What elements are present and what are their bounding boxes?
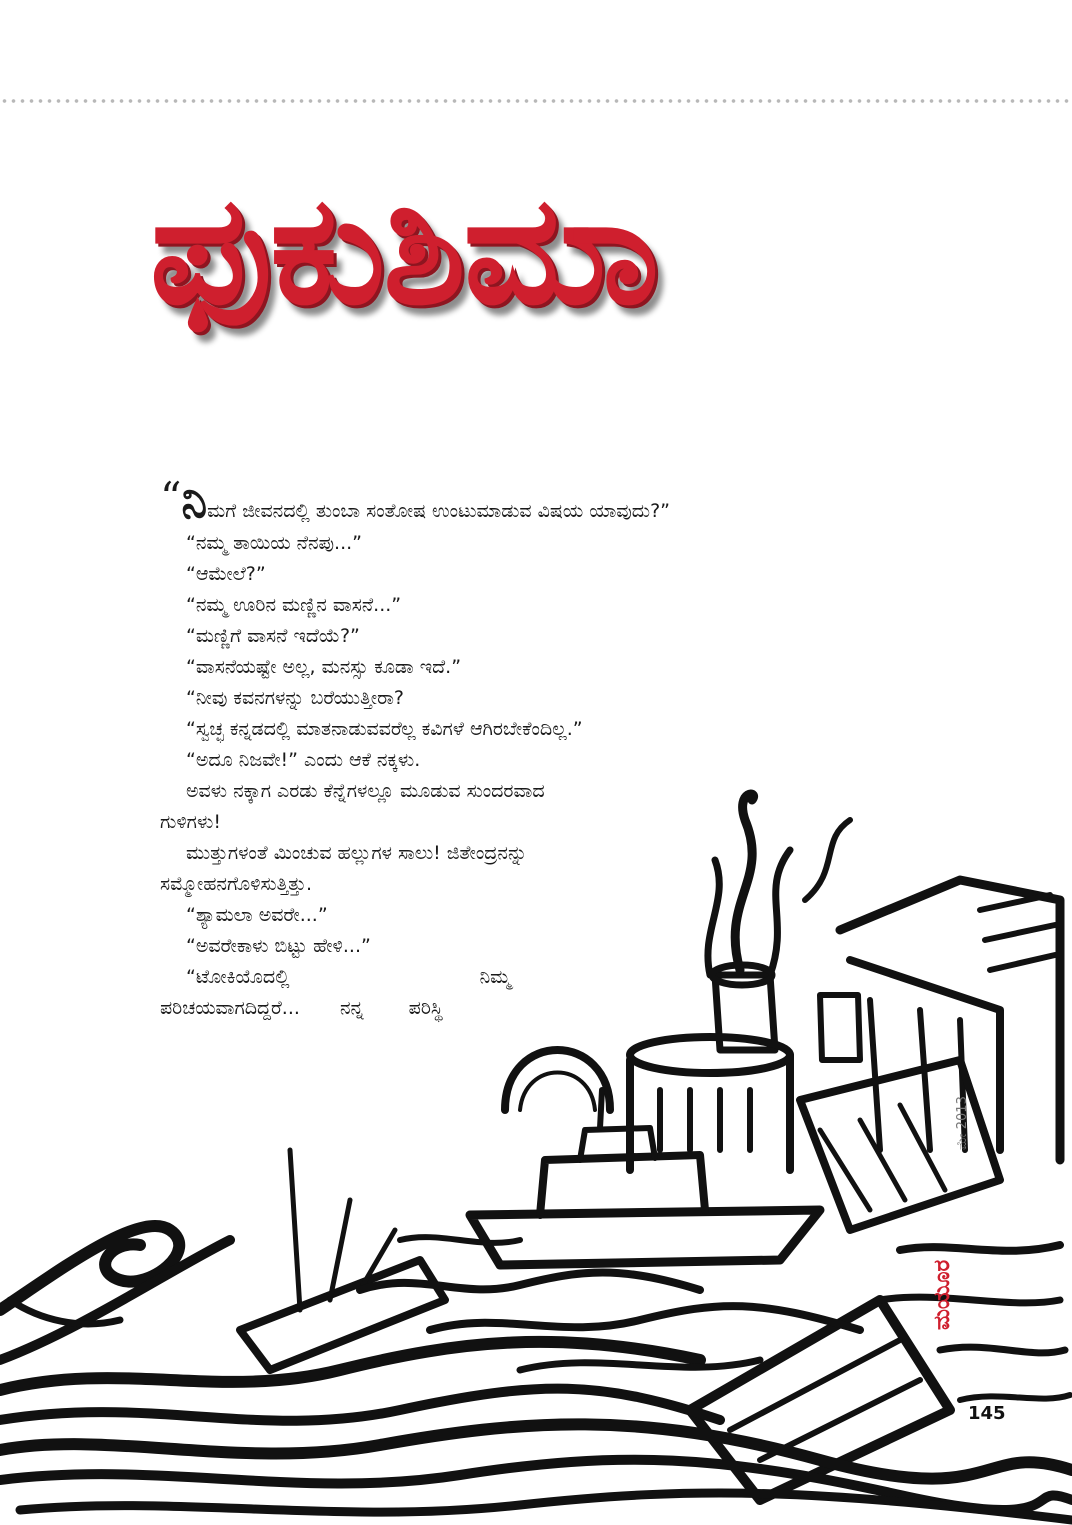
dotted-rule [0,98,1072,104]
magazine-name: ಮಯೂರ [930,1259,955,1330]
story-opening-line [160,473,760,528]
story-line: “ಆಮೇಲೆ?” [186,563,266,585]
story-line: “ನಮ್ಮ ತಾಯಿಯ ನೆನಪು...” [186,532,362,554]
story-line: “ಸ್ವಚ್ಛ ಕನ್ನಡದಲ್ಲಿ ಮಾತನಾಡುವವರೆಲ್ಲ ಕವಿಗಳೆ ಆಗಿರಬೇಕೆಂದಿಲ್ಲ.” [186,718,583,740]
issue-date: ಮೇ 2013 [955,1096,970,1150]
story-line: ಗುಳಿಗಳು! [160,811,221,833]
drop-cap: ನಿ [181,474,208,528]
story-fragment: ನನ್ನ [339,997,364,1019]
page-title: ಫುಕುಶಿಮಾ [150,162,658,338]
page-number: 145 [968,1403,1006,1424]
story-line: ಮಗೆ ಜೀವನದಲ್ಲಿ ತುಂಬಾ ಸಂತೋಷ ಉಂಟುಮಾಡುವ ವಿಷಯ ಯಾವುದು?” [207,500,670,522]
story-fragment: “ಟೋಕಿಯೊದಲ್ಲಿ [186,966,290,988]
story-fragment: ಪರಿಚಯವಾಗದಿದ್ದರೆ... [160,997,300,1019]
story-line: “ಅದೂ ನಿಜವೇ!” ಎಂದು ಆಕೆ ನಕ್ಕಳು. [186,749,421,771]
story-line: “ಮಣ್ಣಿಗೆ ವಾಸನೆ ಇದೆಯೆ?” [186,625,360,647]
story-line: “ಶ್ಯಾಮಲಾ ಅವರೇ...” [186,904,328,926]
opening-quote-mark: “ [160,473,182,522]
story-text [160,473,760,1024]
story-line [160,962,760,993]
story-line: “ನಮ್ಮ ಊರಿನ ಮಣ್ಣಿನ ವಾಸನೆ...” [186,594,402,616]
story-line: “ಅವರೇಕಾಳು ಬಿಟ್ಟು ಹೇಳಿ...” [186,935,371,957]
story-line: ಮುತ್ತುಗಳಂತೆ ಮಿಂಚುವ ಹಲ್ಲುಗಳ ಸಾಲು! ಜಿತೇಂದ್ರನನ್ನು [186,842,528,864]
story-fragment: ನಿಮ್ಮ [479,966,511,988]
story-line: “ವಾಸನೆಯಷ್ಟೇ ಅಲ್ಲ, ಮನಸ್ಸು ಕೂಡಾ ಇದೆ.” [186,656,462,678]
story-fragment: ಪರಿಸ್ಥಿ [408,997,443,1019]
story-line [160,993,760,1024]
story-line: ಸಮ್ಮೋಹನಗೊಳಿಸುತ್ತಿತ್ತು. [160,873,313,895]
story-line: ಅವಳು ನಕ್ಕಾಗ ಎರಡು ಕೆನ್ನೆಗಳಲ್ಲೂ ಮೂಡುವ ಸುಂದರವಾದ [186,780,545,802]
story-line: “ನೀವು ಕವನಗಳನ್ನು ಬರೆಯುತ್ತೀರಾ? [186,687,404,709]
